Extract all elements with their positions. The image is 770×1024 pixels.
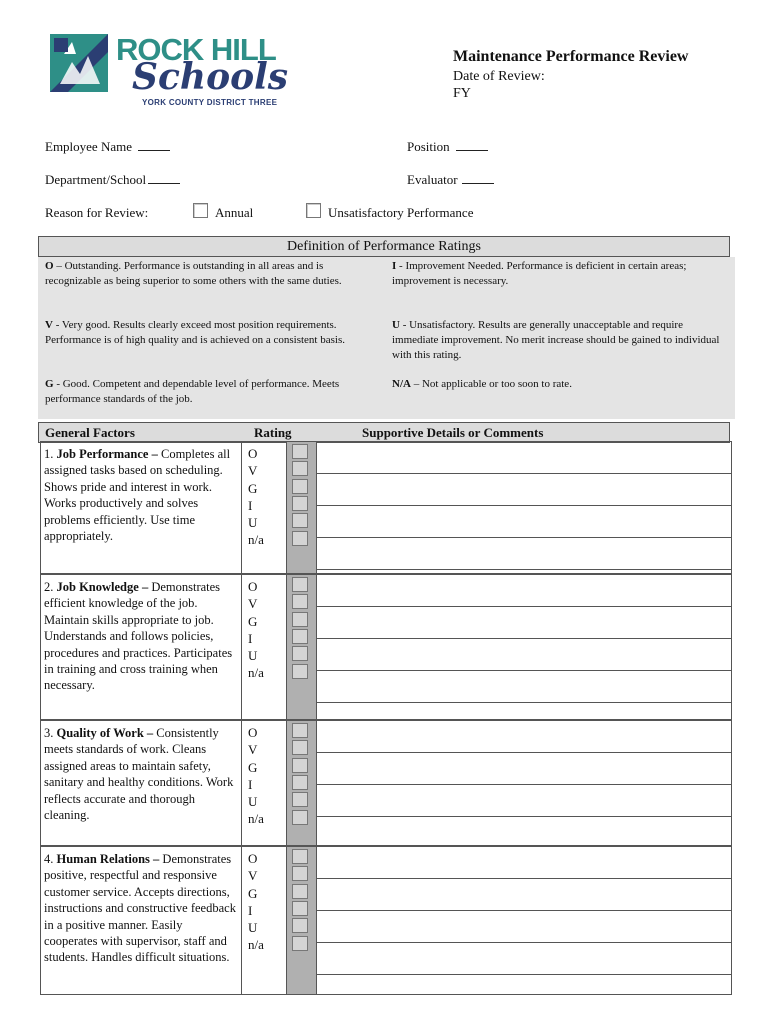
rating-code: U <box>248 794 258 810</box>
rating-checkbox[interactable] <box>292 936 308 951</box>
factor-separator: – <box>149 852 163 866</box>
logo-tagline: YORK COUNTY DISTRICT THREE <box>142 98 278 107</box>
rating-code: O <box>248 725 258 740</box>
page-title: Maintenance Performance Review <box>453 48 689 65</box>
code-o: O <box>45 260 54 272</box>
table-header <box>38 422 730 443</box>
rating-checkbox[interactable] <box>292 775 308 790</box>
factor-text: Completes all assigned tasks based on scheduling. Shows pride and interest in work. Works productively and solves problems efficiently. Use time appropriately. <box>44 447 231 544</box>
evaluator-label: Evaluator <box>407 172 458 187</box>
comment-line[interactable] <box>316 910 732 911</box>
rating-checkbox[interactable] <box>292 479 308 494</box>
rating-codes <box>241 574 287 720</box>
rating-checkbox[interactable] <box>292 884 308 899</box>
rating-checkbox[interactable] <box>292 646 308 661</box>
definition-o-text: – Outstanding. Performance is outstanding in all areas and is recognizable as being superior to some others with the same duties. <box>45 260 342 287</box>
factor-description <box>40 720 242 846</box>
district-logo <box>50 32 300 110</box>
definition-u-text: - Unsatisfactory. Results are generally unacceptable and require immediate improvement. No merit increase should be gained to individual with this rating. <box>392 319 720 361</box>
comment-line[interactable] <box>316 942 732 943</box>
factor-title: Human Relations <box>56 852 150 866</box>
comment-line[interactable] <box>316 784 732 785</box>
rating-checkbox[interactable] <box>292 461 308 476</box>
comment-line[interactable] <box>316 702 732 703</box>
factor-number: 4. <box>44 852 57 866</box>
rating-code: V <box>248 463 258 479</box>
rating-code: n/a <box>248 937 264 953</box>
rating-checkbox[interactable] <box>292 629 308 644</box>
comments-cell[interactable] <box>316 720 732 846</box>
comment-line[interactable] <box>316 816 732 817</box>
rating-code: U <box>248 920 258 936</box>
comment-line[interactable] <box>316 606 732 607</box>
rating-code: V <box>248 868 258 884</box>
rating-code: G <box>248 613 258 629</box>
rating-checkbox[interactable] <box>292 594 308 609</box>
rating-checkbox[interactable] <box>292 496 308 511</box>
factor-title: Job Performance <box>56 447 149 461</box>
factor-number: 3. <box>44 726 57 740</box>
definition-na-text: – Not applicable or too soon to rate. <box>410 378 572 390</box>
rating-codes <box>241 846 287 995</box>
definition-v-text: - Very good. Results clearly exceed most position requirements. Performance is of high quality and is achieved on a consistent basis. <box>45 319 345 346</box>
rating-checkbox[interactable] <box>292 866 308 881</box>
factor-text: Demonstrates positive, respectful and responsive customer service. Accepts directions, instructions and constructive feedback in a positive manner. Easily cooperates with supervisor, staff and students. Handles difficult situations. <box>44 852 236 965</box>
reason-label: Reason for Review: <box>45 205 149 220</box>
evaluator-field[interactable] <box>407 172 494 188</box>
rating-checkbox[interactable] <box>292 444 308 459</box>
code-i: I <box>392 260 397 272</box>
comment-line[interactable] <box>316 878 732 879</box>
rating-checkbox[interactable] <box>292 740 308 755</box>
rating-code: O <box>248 851 258 866</box>
rating-checkbox[interactable] <box>292 577 308 592</box>
rating-codes <box>241 720 287 846</box>
rating-checkbox[interactable] <box>292 612 308 627</box>
definitions-heading: Definition of Performance Ratings <box>38 236 730 257</box>
comment-line[interactable] <box>316 537 732 538</box>
rating-checkbox[interactable] <box>292 918 308 933</box>
rating-checkbox[interactable] <box>292 901 308 916</box>
rating-checkbox[interactable] <box>292 810 308 825</box>
definition-g-text: - Good. Competent and dependable level of performance. Meets performance standards of the job. <box>45 378 340 405</box>
code-v: V <box>45 319 53 331</box>
unsatisfactory-label: Unsatisfactory Performance <box>328 205 474 220</box>
rating-code: U <box>248 515 258 531</box>
comment-line[interactable] <box>316 670 732 671</box>
rating-code: n/a <box>248 665 264 681</box>
rating-code: n/a <box>248 532 264 548</box>
employee-name-field[interactable] <box>45 139 170 155</box>
factor-number: 1. <box>44 447 57 461</box>
factor-description <box>40 574 242 720</box>
rating-code: U <box>248 648 258 664</box>
rating-code: I <box>248 776 253 792</box>
rating-code: n/a <box>248 811 264 827</box>
comments-cell[interactable] <box>316 574 732 720</box>
rating-checkbox[interactable] <box>292 723 308 738</box>
factor-separator: – <box>148 447 161 461</box>
comments-cell[interactable] <box>316 441 732 574</box>
logo-emblem-icon <box>50 34 108 92</box>
comment-line[interactable] <box>316 752 732 753</box>
logo-schools: Schools <box>132 56 289 98</box>
fiscal-year-label: FY <box>453 86 471 101</box>
code-u: U <box>392 319 400 331</box>
rating-code: I <box>248 497 253 513</box>
rating-code: I <box>248 902 253 918</box>
factor-description <box>40 846 242 995</box>
rating-code: I <box>248 630 253 646</box>
rating-code: G <box>248 885 258 901</box>
rating-codes <box>241 441 287 574</box>
department-label: Department/School <box>45 172 147 187</box>
factor-text: Consistently meets standards of work. Cleans assigned areas to maintain safety, sanitary and healthy conditions. Work reflects accurate and thorough cleaning. <box>44 726 234 823</box>
comments-cell[interactable] <box>316 846 732 995</box>
definition-very-good <box>45 318 377 348</box>
code-g: G <box>45 378 54 390</box>
rating-code: G <box>248 480 258 496</box>
date-of-review-label: Date of Review: <box>453 69 545 84</box>
factor-title: Job Knowledge <box>56 580 139 594</box>
position-field[interactable] <box>407 139 488 155</box>
comment-line[interactable] <box>316 505 732 506</box>
definition-good <box>45 377 365 407</box>
position-blank[interactable] <box>456 140 488 151</box>
factor-text: Demonstrates efficient knowledge of the job. Maintain skills appropriate to job. Understands and follows policies, procedures and practices. Participates in training and cross training when necessary. <box>44 580 233 693</box>
factor-separator: – <box>138 580 152 594</box>
rating-checkbox[interactable] <box>292 792 308 807</box>
definition-unsatisfactory <box>392 318 732 363</box>
rating-code: V <box>248 596 258 612</box>
evaluator-blank[interactable] <box>462 173 494 184</box>
rating-code: O <box>248 446 258 461</box>
rating-checkbox[interactable] <box>292 531 308 546</box>
factor-description <box>40 441 242 574</box>
employee-name-label: Employee Name <box>45 139 132 154</box>
definition-i-text: - Improvement Needed. Performance is deficient in certain areas; improvement is necessary. <box>392 260 687 287</box>
comment-line[interactable] <box>316 473 732 474</box>
comment-line[interactable] <box>316 974 732 975</box>
rating-checkbox[interactable] <box>292 758 308 773</box>
logo-rock-hill: ROCK HILL <box>116 32 276 67</box>
col-rating: Rating <box>254 425 292 440</box>
code-na: N/A <box>392 378 411 390</box>
comment-line[interactable] <box>316 569 732 570</box>
employee-name-blank[interactable] <box>138 140 170 151</box>
rating-code: O <box>248 579 258 594</box>
col-general-factors: General Factors <box>45 425 135 440</box>
unsatisfactory-checkbox[interactable] <box>306 203 321 218</box>
factor-title: Quality of Work <box>56 726 144 740</box>
rating-checkbox[interactable] <box>292 664 308 679</box>
department-field[interactable] <box>45 172 180 188</box>
factor-number: 2. <box>44 580 57 594</box>
definition-improvement <box>392 259 730 289</box>
annual-checkbox[interactable] <box>193 203 208 218</box>
rating-checkbox[interactable] <box>292 513 308 528</box>
col-supportive-details: Supportive Details or Comments <box>362 425 544 440</box>
position-label: Position <box>407 139 450 154</box>
comment-line[interactable] <box>316 638 732 639</box>
definition-na <box>392 377 722 392</box>
factor-separator: – <box>143 726 157 740</box>
annual-label: Annual <box>215 205 254 220</box>
rating-code: V <box>248 742 258 758</box>
department-blank[interactable] <box>148 173 180 184</box>
rating-checkbox[interactable] <box>292 849 308 864</box>
rating-code: G <box>248 759 258 775</box>
definition-outstanding <box>45 259 375 289</box>
